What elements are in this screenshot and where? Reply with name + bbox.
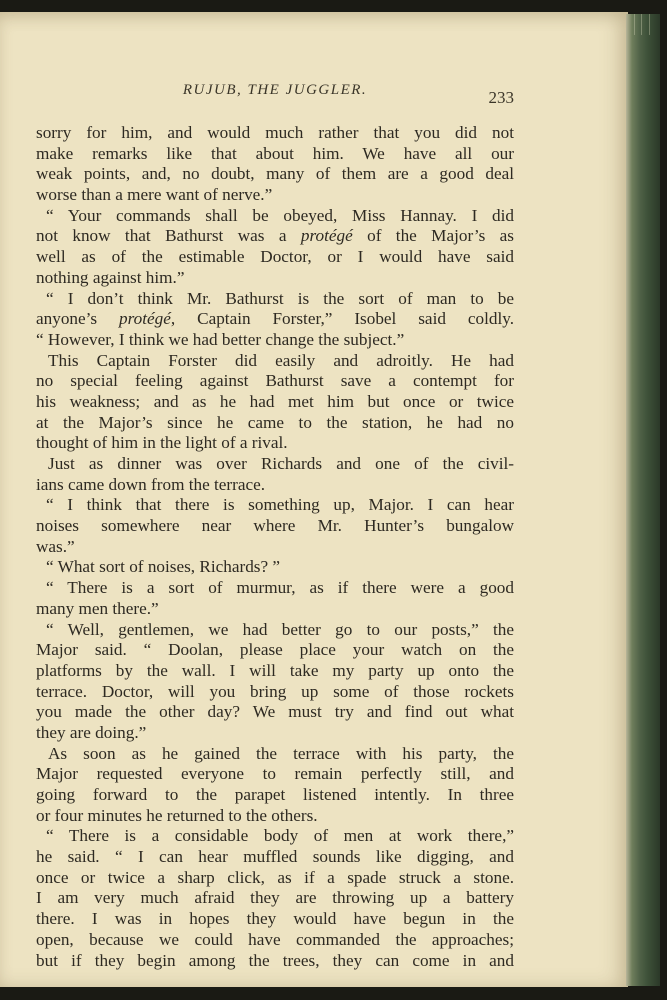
page-number: 233 (488, 88, 514, 107)
text-line: “ There is a sort of murmur, as if there were a good (46, 578, 514, 598)
text-line (36, 226, 514, 247)
text-line: many men there.” (36, 598, 159, 618)
text-span: , Captain Forster,” Isobel said coldly. (170, 309, 514, 329)
text-line: Major requested everyone to remain perfectly still, and (36, 764, 514, 784)
text-line: “ However, I think we had better change the subject.” (36, 329, 405, 349)
text-line: well as of the estimable Doctor, or I would have said (36, 247, 514, 267)
text-line: no special feeling against Bathurst save a contempt for (36, 371, 514, 391)
page-header (36, 82, 514, 106)
text-line: terrace. Doctor, will you bring up some of those rockets (36, 681, 514, 701)
text-line: weak points, and, no doubt, many of them are a good deal (36, 164, 514, 184)
italic-word: protégé (300, 226, 353, 246)
book-fore-edge (626, 14, 660, 986)
text-line: thought of him in the light of a rival. (36, 433, 288, 453)
text-line: you made the other day? We must try and find out what (36, 702, 514, 722)
text-line: noises somewhere near where Mr. Hunter’s bungalow (36, 516, 514, 536)
text-line: there. I was in hopes they would have begun in the (36, 909, 514, 929)
text-line: or four minutes he returned to the others. (36, 805, 318, 825)
text-line: going forward to the parapet listened intently. In three (36, 785, 514, 804)
text-line (36, 309, 514, 330)
text-line: they are doing.” (36, 722, 147, 742)
text-line: “ Your commands shall be obeyed, Miss Hannay. I did (46, 205, 514, 225)
text-line: I am very much afraid they are throwing up a battery (36, 888, 514, 908)
text-span: not know that Bathurst was a (36, 226, 301, 246)
body-text (36, 123, 514, 971)
text-line: sorry for him, and would much rather that you did not (36, 123, 514, 142)
text-span: of the Major’s as (352, 226, 514, 246)
text-line: As soon as he gained the terrace with his party, the (48, 743, 514, 763)
text-line: Major said. “ Doolan, please place your watch on the (36, 640, 514, 660)
text-line: platforms by the wall. I will take my party up onto the (36, 660, 514, 680)
text-line: nothing against him.” (36, 267, 185, 287)
running-title: RUJUB, THE JUGGLER. (182, 82, 368, 98)
text-line: at the Major’s since he came to the station, he had no (36, 412, 514, 432)
text-line: worse than a mere want of nerve.” (36, 185, 273, 205)
book-page (0, 12, 628, 987)
text-line: “ I don’t think Mr. Bathurst is the sort of man to be (46, 288, 514, 308)
text-line: “ I think that there is something up, Major. I can hear (46, 495, 514, 515)
text-line: he said. “ I can hear muffled sounds like digging, and (36, 847, 514, 867)
text-line: “ What sort of noises, Richards? ” (46, 557, 281, 577)
text-line: his weakness; and as he had met him but once or twice (36, 391, 514, 411)
text-line: This Captain Forster did easily and adroitly. He had (48, 350, 514, 370)
text-span: anyone’s (36, 309, 120, 329)
text-line: but if they begin among the trees, they can come in and (36, 950, 514, 970)
text-line: “ Well, gentlemen, we had better go to our posts,” the (46, 619, 514, 639)
text-line: “ There is a considable body of men at work there,” (46, 826, 514, 846)
text-line: make remarks like that about him. We have all our (36, 143, 514, 163)
text-line: was.” (36, 536, 75, 556)
italic-word: protégé (119, 309, 171, 329)
text-line: Just as dinner was over Richards and one of the civil- (48, 454, 514, 473)
text-line: once or twice a sharp click, as if a spade struck a stone. (36, 867, 514, 887)
text-line: open, because we could have commanded the approaches; (36, 929, 514, 949)
text-line: ians came down from the terrace. (36, 474, 266, 494)
